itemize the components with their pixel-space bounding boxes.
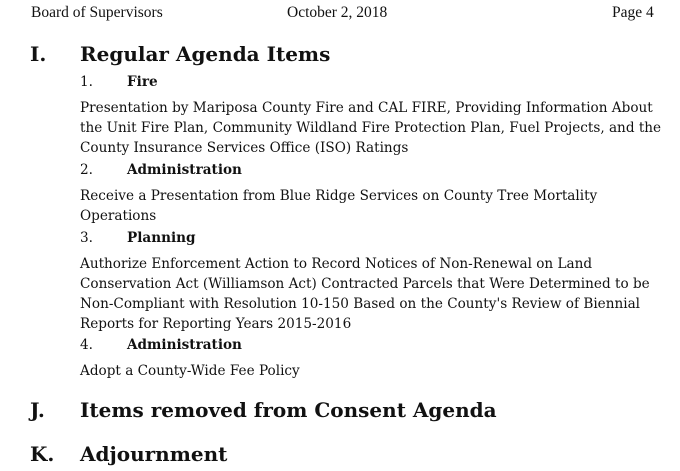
header-page-number: Page 4 xyxy=(612,4,654,21)
item-number: 3. xyxy=(80,230,93,246)
item-number: 4. xyxy=(80,337,93,353)
item-number: 1. xyxy=(80,74,93,90)
item-description: Presentation by Mariposa County Fire and CAL FIRE, Providing Information About the Unit Fire Plan, Community Wildland Fire Protection Plan, Fuel Projects, and the County Insurance Services Office (ISO) Ratings xyxy=(80,100,662,156)
item-description: Authorize Enforcement Action to Record Notices of Non-Renewal on Land Conservation Act (Williamson Act) Contracted Parcels that Were Determined to be Non-Compliant with Resolution 10-150 Based on the County's Review of Biennial Reports for Reporting Years 2015-2016 xyxy=(80,256,650,332)
section-title: Regular Agenda Items xyxy=(80,42,331,66)
item-description: Adopt a County-Wide Fee Policy xyxy=(80,363,300,379)
header-board-name: Board of Supervisors xyxy=(31,4,163,21)
item-title: Administration xyxy=(127,337,242,353)
header-date: October 2, 2018 xyxy=(287,4,388,21)
section-number: K. xyxy=(30,442,55,466)
item-title: Fire xyxy=(127,74,158,90)
section-number: I. xyxy=(30,42,47,66)
item-number: 2. xyxy=(80,162,93,178)
item-title: Administration xyxy=(127,162,242,178)
section-title: Adjournment xyxy=(80,442,228,466)
item-title: Planning xyxy=(127,230,196,246)
section-number: J. xyxy=(30,398,45,422)
section-title: Items removed from Consent Agenda xyxy=(80,398,497,422)
item-description: Receive a Presentation from Blue Ridge Services on County Tree Mortality Operations xyxy=(80,188,598,224)
